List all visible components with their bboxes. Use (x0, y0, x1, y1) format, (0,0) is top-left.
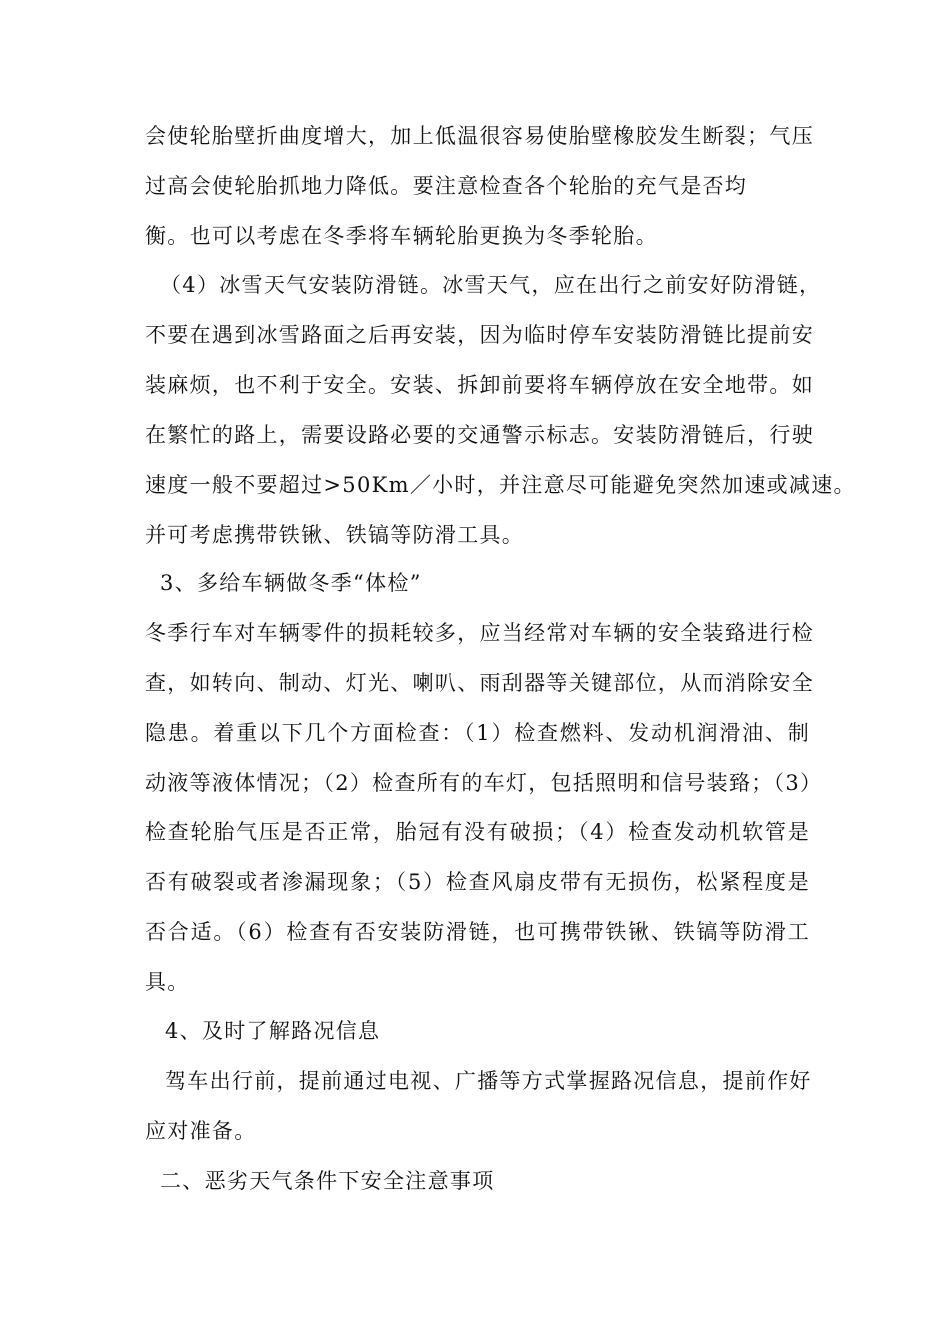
paragraph-line: 动液等液体情况；（2）检查所有的车灯，包括照明和信号装臵；（3） (145, 771, 823, 795)
paragraph-line: 在繁忙的路上，需要设路必要的交通警示标志。安装防滑链后，行驶 (145, 423, 814, 447)
paragraph-line: 速度一般不要超过>50Km／小时，并注意尽可能避免突然加速或减速。 (145, 473, 856, 497)
paragraph-line: 查，如转向、制动、灯光、喇叭、雨刮器等关键部位，从而消除安全 (145, 671, 814, 695)
paragraph-line: 否合适。（6）检查有否安装防滑链，也可携带铁锹、铁镐等防滑工 (145, 920, 810, 944)
paragraph-line: 装麻烦，也不利于安全。安装、拆卸前要将车辆停放在安全地带。如 (145, 373, 814, 397)
section-heading: 4、及时了解路况信息 (165, 1019, 381, 1043)
paragraph-line: 检查轮胎气压是否正常，胎冠有没有破损；（4）检查发动机软管是 (145, 820, 810, 844)
paragraph-line: 驾车出行前，提前通过电视、广播等方式掌握路况信息，提前作好 (165, 1069, 812, 1093)
section-heading: 二、恶劣天气条件下安全注意事项 (160, 1169, 495, 1193)
paragraph-line: 过高会使轮胎抓地力降低。要注意检查各个轮胎的充气是否均 (145, 174, 748, 198)
paragraph-line: 否有破裂或者渗漏现象；（5）检查风扇皮带有无损伤，松紧程度是 (145, 870, 810, 894)
paragraph-line: 具。 (145, 970, 190, 994)
paragraph-line: 会使轮胎壁折曲度增大，加上低温很容易使胎壁橡胶发生断裂；气压 (145, 124, 814, 148)
paragraph-line: 不要在遇到冰雪路面之后再安装，因为临时停车安装防滑链比提前安 (145, 323, 814, 347)
paragraph-line: 应对准备。 (145, 1119, 257, 1143)
paragraph-line: 隐患。着重以下几个方面检查：（1）检查燃料、发动机润滑油、制 (145, 721, 810, 745)
paragraph-line: （4）冰雪天气安装防滑链。冰雪天气，应在出行之前安好防滑链， (160, 273, 822, 297)
paragraph-line: 衡。也可以考虑在冬季将车辆轮胎更换为冬季轮胎。 (145, 224, 658, 248)
paragraph-line: 冬季行车对车辆零件的损耗较多，应当经常对车辆的安全装臵进行检 (145, 621, 814, 645)
paragraph-line: 并可考虑携带铁锹、铁镐等防滑工具。 (145, 523, 525, 547)
section-heading: 3、多给车辆做冬季“体检” (160, 571, 422, 595)
